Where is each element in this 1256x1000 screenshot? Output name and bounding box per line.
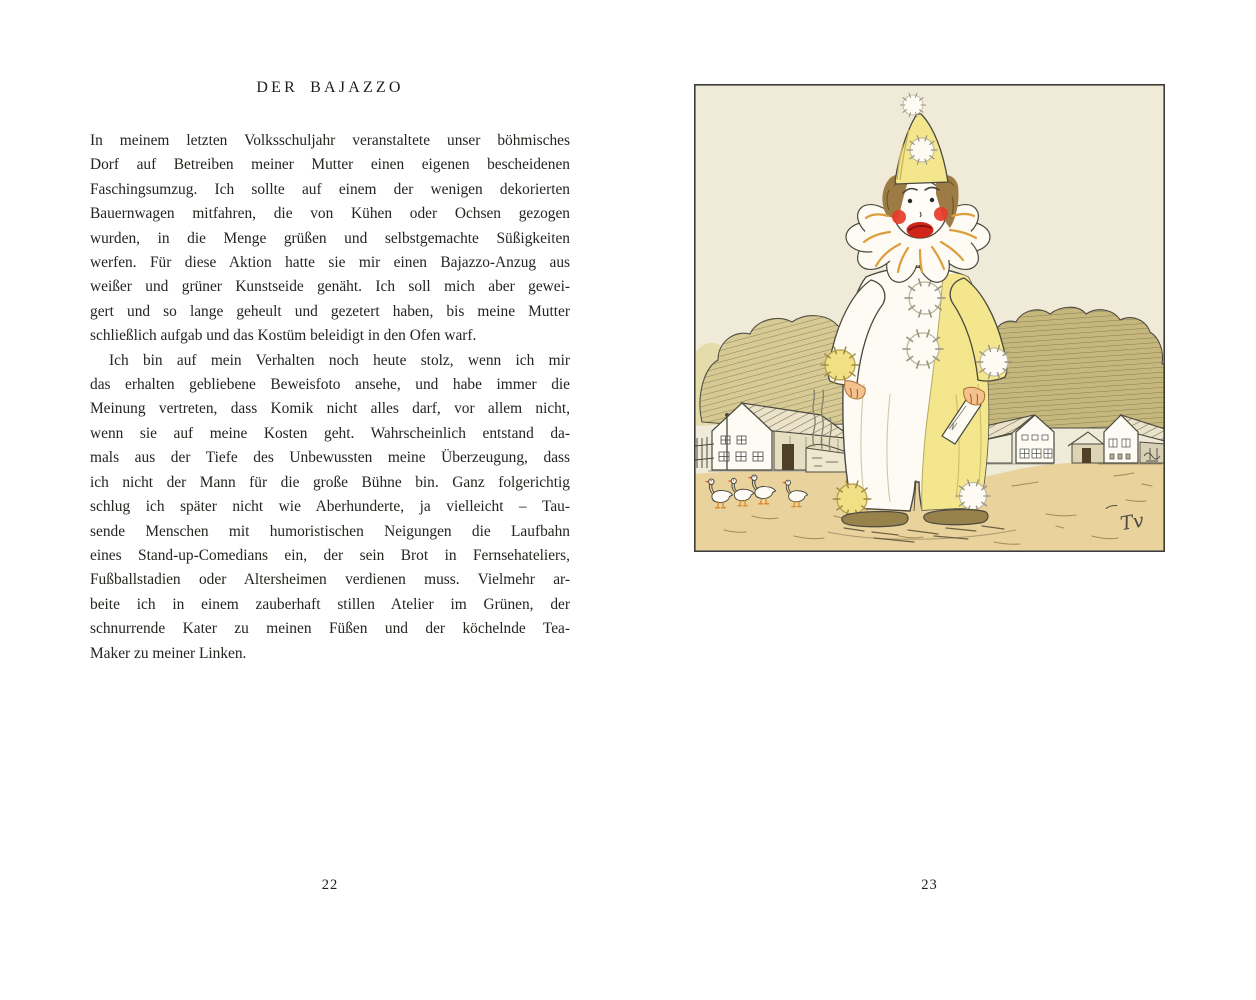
text-line: sende Menschen mit humoristischen Neigungen die Laufbahn	[90, 522, 570, 540]
text-line: Ich bin auf mein Verhalten noch heute stolz, wenn ich mir	[109, 351, 570, 369]
text-line: wurden, in die Menge grüßen und selbstgemachte Süßigkeiten	[90, 229, 570, 247]
bajazzo-illustration	[694, 84, 1165, 552]
text-line: schnurrende Kater zu meinen Füßen und der köchelnde Tea-	[90, 620, 570, 638]
text-line: gert und so lange geheult und gezetert haben, bis meine Mutter	[90, 302, 570, 320]
text-line: wenn sie auf meine Kosten geht. Wahrscheinlich entstand da-	[90, 424, 570, 442]
page-number-left: 22	[321, 877, 339, 893]
chapter-title: DER BAJAZZO	[256, 79, 404, 96]
text-line: das erhalten gebliebene Beweisfoto ansehe, und habe immer die	[90, 376, 570, 394]
text-line: Bauernwagen mitfahren, die von Kühen oder Ochsen gezogen	[90, 205, 570, 223]
left-shoe	[842, 512, 908, 527]
right-shoe	[924, 510, 988, 525]
text-line: Meinung vertreten, dass Komik nicht alles darf, vor allem nicht,	[90, 400, 570, 418]
barn-door	[782, 444, 794, 470]
text-line: beite ich in einem zauberhaft stillen Atelier im Grünen, der	[90, 595, 570, 613]
text-line: In meinem letzten Volksschuljahr veranstaltete unser böhmisches	[90, 132, 570, 149]
text-line: Dorf auf Betreiben meiner Mutter einen eigenen bescheidenen	[90, 156, 570, 174]
text-line: mals aus der Tiefe des Unbewussten meine Überzeugung, dass	[90, 449, 570, 467]
text-line: Faschingsumzug. Ich sollte auf einem der wenigen dekorierten	[90, 180, 570, 198]
svg-text:Tv: Tv	[1118, 509, 1146, 536]
text-line: schlug ich später nicht wie Aberhunderte, ja vielleicht – Tau-	[90, 498, 570, 516]
illustration-frame	[694, 84, 1165, 552]
text-line: Maker zu meiner Linken.	[90, 644, 247, 662]
page-number-right: 23	[921, 877, 938, 893]
text-line: Fußballstadien oder Altersheimen verdienen muss. Vielmehr ar-	[90, 571, 570, 589]
text-line: werfen. Für diese Aktion hatte sie mir einen Bajazzo-Anzug aus	[90, 254, 570, 272]
text-line: eines Stand-up-Comedians ein, der sein Brot in Fernsehateliers,	[90, 546, 570, 564]
text-line: weißer und grüner Kunstseide genäht. Ich soll mich aber gewei-	[90, 278, 570, 296]
left-cheek	[892, 210, 906, 224]
text-line: ich nicht der Mann für die große Bühne bin. Ganz folgerichtig	[90, 473, 570, 491]
right-cheek	[934, 207, 948, 221]
body-text	[90, 129, 570, 666]
text-line: schließlich aufgab und das Kostüm beleidigt in den Ofen warf.	[90, 327, 477, 345]
